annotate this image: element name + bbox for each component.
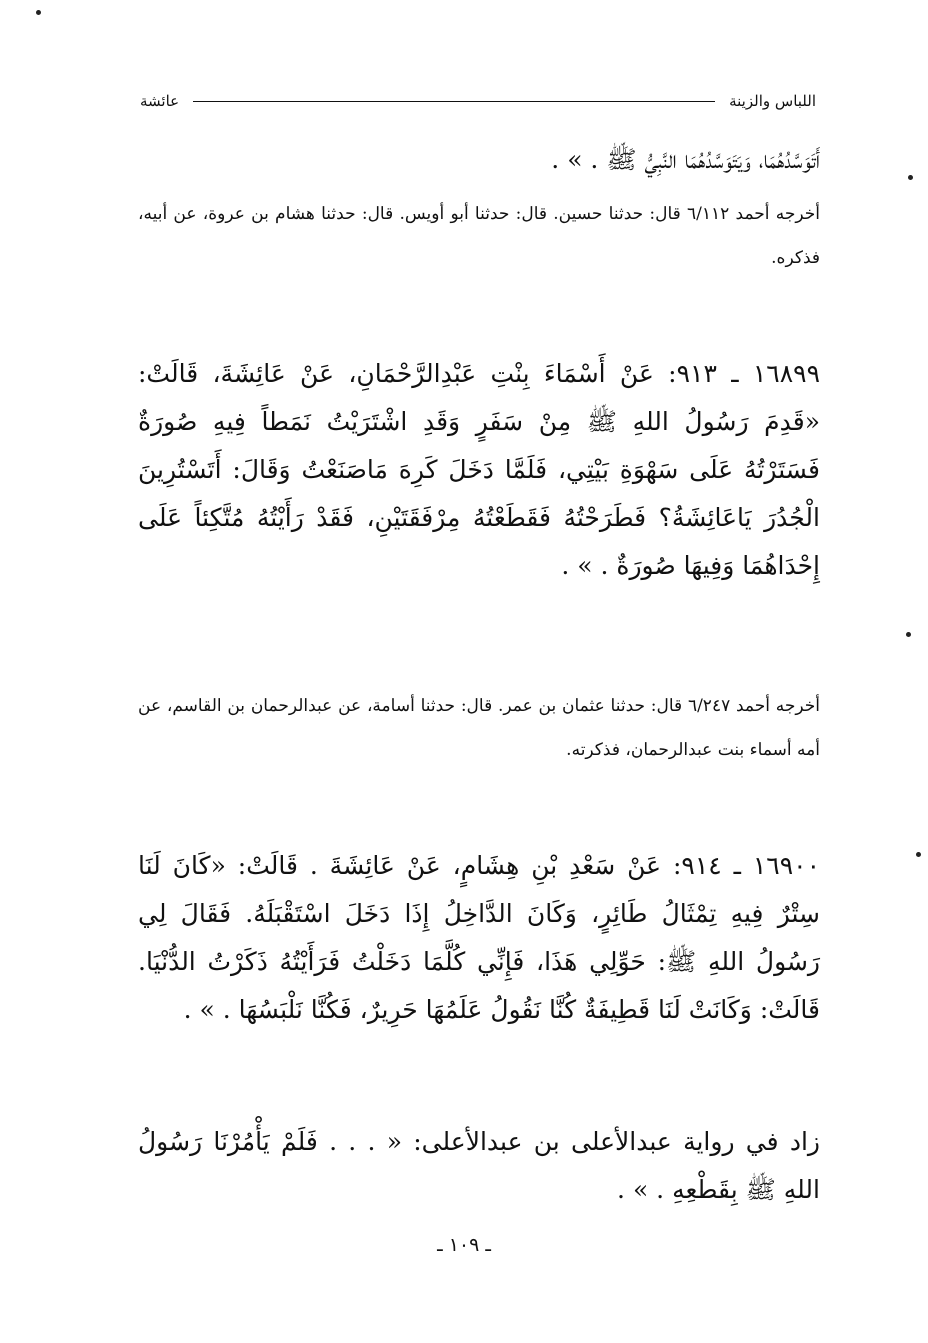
hadith-additional-narration: زاد في رواية عبدالأعلى بن عبدالأعلى: « . . . فَلَمْ يَأْمُرْنَا رَسُولُ اللهِ ﷺ بِقَطْعِهِ . » . [138,1127,820,1204]
margin-mark [916,852,921,857]
hadith-914: ١٦٩٠٠ ـ ٩١٤: عَنْ سَعْدِ بْنِ هِشَامٍ، عَنْ عَائِشَةَ . قَالَتْ: «كَانَ لَنَا سِتْرٌ فِيهِ تِمْثَالُ طَائِرٍ، وَكَانَ الدَّاخِلُ إِذَا دَخَلَ اسْتَقْبَلَهُ. فَقَالَ لِي رَسُولُ اللهِ ﷺ: حَوِّلِي هَذَا، فَإِنِّي كُلَّمَا دَخَلْتُ فَرَأَيْتُهُ ذَكَرْتُ الدُّنْيَا. قَالَتْ: وَكَانَتْ لَنَا قَطِيفَةٌ كُنَّا نَقُولُ عَلَمُهَا حَرِيرٌ، فَكُنَّا نَلْبَسُهَا . » . [138,851,820,1024]
page-number: ـ ١٠٩ ـ [437,1234,491,1256]
hadith-source-note: أخرجه أحمد ٦/٢٤٧ قال: حدثنا عثمان بن عمر. قال: حدثنا أسامة، عن عبدالرحمان بن القاسم، عن أمه أسماء بنت عبدالرحمان، فذكرته. [138,696,820,760]
hadith-continuation: أَتَوَسَّدُهُمَا، وَيَتَوَسَّدُهُمَا النَّبِيُّ ﷺ . » . [551,145,820,174]
header-rule [193,101,715,102]
header-section-title: عائشة [140,92,180,110]
hadith-source-note: أخرجه أحمد ٦/١١٢ قال: حدثنا حسين. قال: حدثنا أبو أويس. قال: حدثنا هشام بن عروة، عن أبيه، فذكره. [138,204,821,268]
hadith-913: ١٦٨٩٩ ـ ٩١٣: عَنْ أَسْمَاءَ بِنْتِ عَبْدِالرَّحْمَانِ، عَنْ عَائِشَةَ، قَالَتْ: «قَدِمَ رَسُولُ اللهِ ﷺ مِنْ سَفَرٍ وَقَدِ اشْتَرَيْتُ نَمَطاً فِيهِ صُورَةٌ فَسَتَرْتُهُ عَلَى سَهْوَةِ بَيْتِي، فَلَمَّا دَخَلَ كَرِهَ مَاصَنَعْتُ وَقَالَ: أَتَسْتُرِينَ الْجُدُرَ يَاعَائِشَةُ؟ فَطَرَحْتُهُ فَقَطَعْتُهُ مِرْفَقَتَيْنِ، فَقَدْ رَأَيْتُهُ مُتَّكِئاً عَلَى إِحْدَاهُمَا وَفِيهَا صُورَةٌ . » . [138,359,821,580]
margin-mark [36,10,41,15]
margin-mark [908,175,913,180]
header-chapter-title: اللباس والزينة [729,92,816,110]
running-header [140,88,816,114]
margin-mark [906,632,911,637]
